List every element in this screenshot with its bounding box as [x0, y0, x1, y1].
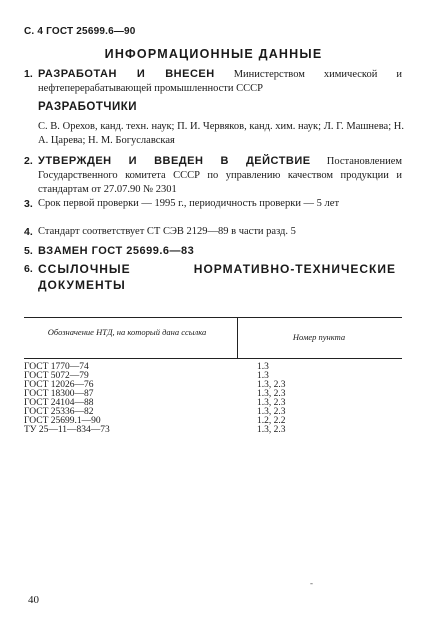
table-cell-document: ГОСТ 1770—74	[24, 362, 89, 372]
page-title: ИНФОРМАЦИОННЫЕ ДАННЫЕ	[104, 47, 323, 61]
table-cell-document: ГОСТ 12026—76	[24, 380, 94, 390]
reference-table-header	[24, 317, 402, 359]
table-cell-point: 1.3	[257, 362, 269, 372]
item-caps-text: РАЗРАБОТАН И ВНЕСЕН	[38, 68, 215, 80]
item-number: 5.	[24, 245, 33, 257]
info-item-4	[24, 225, 402, 239]
item-caps-text: ВЗАМЕН ГОСТ 25699.6—83	[38, 245, 195, 257]
item-caps-text: УТВЕРЖДЕН И ВВЕДЕН В ДЕЙСТВИЕ	[38, 155, 311, 167]
info-item-3	[24, 197, 402, 211]
item-caps-text: ССЫЛОЧНЫЕ НОРМАТИВНО-ТЕХНИЧЕСКИЕ ДОКУМЕНТЫ	[38, 262, 396, 292]
table-cell-point: 1.3, 2.3	[257, 398, 286, 408]
table-cell-document: ГОСТ 25699.1—90	[24, 416, 101, 426]
item-text: Стандарт соответствует СТ СЭВ 2129—89 в части разд. 5	[38, 226, 296, 237]
table-cell-point: 1.3	[257, 371, 269, 381]
table-cell-document: ГОСТ 24104—88	[24, 398, 94, 408]
running-header: С. 4 ГОСТ 25699.6—90	[24, 26, 136, 37]
item-number: 2.	[24, 155, 33, 167]
developers-names: С. В. Орехов, канд. техн. наук; П. И. Червяков, канд. хим. наук; Л. Г. Машнева; Н. А. Царева; Н. М. Богуславская	[38, 121, 404, 146]
item-number: 4.	[24, 226, 33, 238]
item-number: 3.	[24, 198, 33, 210]
column-header-point: Номер пункта	[292, 332, 346, 342]
table-cell-document: ГОСТ 25336—82	[24, 407, 94, 417]
column-divider	[237, 318, 238, 358]
item-text: Министерством химической и нефтеперерабатывающей промышленности СССР	[38, 69, 402, 94]
table-cell-document: ГОСТ 5072—79	[24, 371, 89, 381]
table-cell-point: 1.3, 2.3	[257, 407, 286, 417]
table-cell-document: ТУ 25—11—834—73	[24, 425, 110, 435]
table-cell-point: 1.3, 2.3	[257, 425, 286, 435]
developers-heading: РАЗРАБОТЧИКИ	[38, 101, 137, 113]
item-text: Постановлением Государственного комитета СССР по управлению качеством продукции и стандартам от 27.07.90 № 2301	[38, 156, 403, 195]
table-cell-point: 1.3, 2.3	[257, 389, 286, 399]
page-number: 40	[28, 594, 39, 606]
table-cell-point: 1.2, 2.2	[257, 416, 286, 426]
info-item-2	[24, 154, 402, 197]
item-number: 6.	[24, 263, 33, 275]
item-number: 1.	[24, 68, 33, 80]
table-cell-document: ГОСТ 18300—87	[24, 389, 94, 399]
info-item-6	[24, 262, 396, 294]
column-header-document: Обозначение НТД, на который дана ссылка	[47, 327, 207, 337]
table-cell-point: 1.3, 2.3	[257, 380, 286, 390]
info-item-5	[24, 244, 402, 259]
table-row	[24, 425, 402, 435]
stray-mark: -	[310, 578, 313, 588]
item-text: Срок первой проверки — 1995 г., периодичность проверки — 5 лет	[38, 198, 340, 209]
info-item-1	[24, 67, 402, 96]
